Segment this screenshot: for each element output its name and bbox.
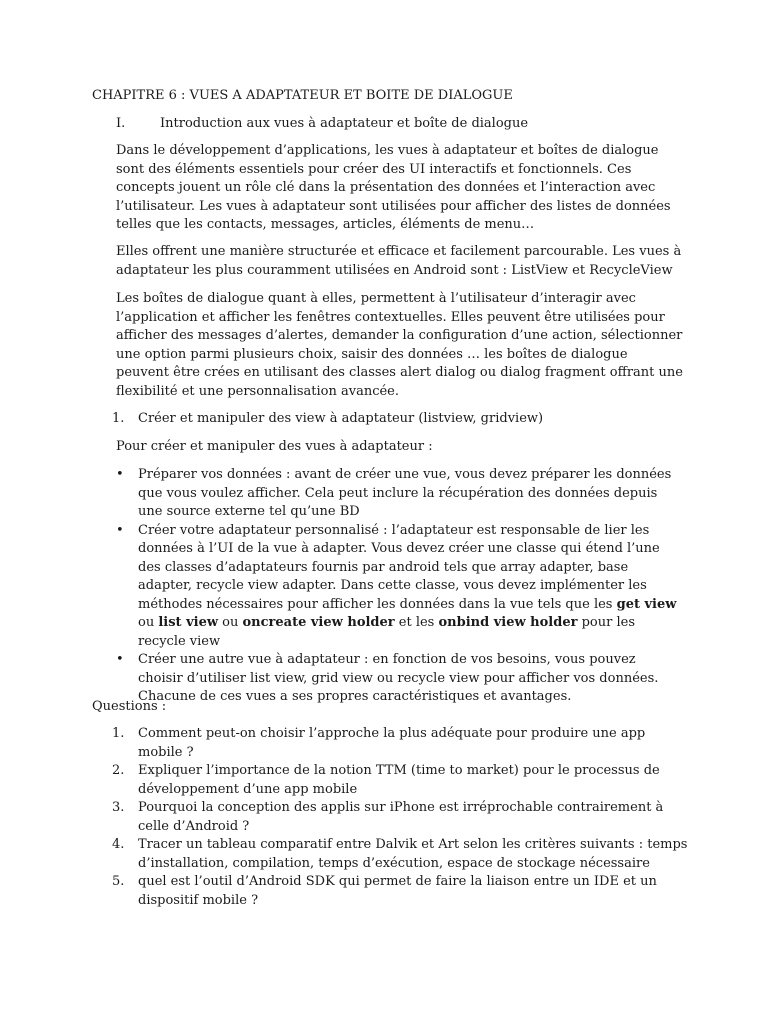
subsection-intro: Pour créer et manipuler des vues à adaptateur : bbox=[116, 439, 433, 454]
bullet-item-custom-adapter bbox=[116, 522, 684, 652]
question-number: 3. bbox=[112, 800, 125, 815]
question-item bbox=[92, 799, 692, 836]
question-number: 2. bbox=[112, 763, 125, 778]
bullet-icon: • bbox=[116, 467, 124, 482]
bullet-text-start: Créer votre adaptateur personnalisé : l’adaptateur est responsable de lier les données à l’UI de la vue à adapter. Vous devez créer une classe qui étend l’une des classes d’adaptateurs fournis par android tels que array adapter, base adapter, recycle view adapter. Dans cette classe, vous devez implémenter les méthodes nécessaires pour afficher les données dans la vue tels que les bbox=[138, 522, 660, 612]
subsection-list bbox=[92, 410, 692, 429]
subsection-item bbox=[92, 410, 692, 429]
intro-paragraph-3: Les boîtes de dialogue quant à elles, permettent à l’utilisateur d’interagir avec l’application et afficher les fenêtres contextuelles. Elles peuvent être utilisées pour afficher des messages d’alertes, demander la configuration d’une action, sélectionner une option parmi plusieurs choix, saisir des données … les boîtes de dialogue peuvent être crées en utilisant des classes alert dialog ou dialog fragment offrant une flexibilité et une personnalisation avancée. bbox=[116, 291, 683, 399]
subsection-title: Créer et manipuler des view à adaptateur (listview, gridview) bbox=[138, 411, 544, 426]
bold-term-list-view: list view bbox=[158, 615, 219, 630]
bold-term-onbind-view-holder: onbind view holder bbox=[438, 615, 578, 630]
question-number: 5. bbox=[112, 874, 125, 889]
bullet-text-connector: et les bbox=[394, 615, 439, 630]
bullet-list bbox=[116, 466, 684, 707]
bullet-item-other-view bbox=[116, 651, 684, 707]
chapter-title: CHAPITRE 6 : VUES A ADAPTATEUR ET BOITE DE DIALOGUE bbox=[92, 88, 513, 103]
bullet-text-connector: ou bbox=[218, 615, 243, 630]
bullet-text-connector: ou bbox=[138, 615, 159, 630]
question-text: Expliquer l’importance de la notion TTM (time to market) pour le processus de développement d’une app mobile bbox=[138, 763, 660, 797]
intro-paragraph-1: Dans le développement d’applications, les vues à adaptateur et boîtes de dialogue sont des éléments essentiels pour créer des UI interactifs et fonctionnels. Ces concepts jouent un rôle clé dans la présentation des données et l’interaction avec l’utilisateur. Les vues à adaptateur sont utilisées pour afficher des listes de données telles que les contacts, messages, articles, éléments de menu… bbox=[116, 143, 671, 232]
question-text: Pourquoi la conception des applis sur iPhone est irréprochable contrairement à celle d’Android ? bbox=[138, 800, 664, 834]
question-item bbox=[92, 873, 692, 910]
bullet-text: Créer une autre vue à adaptateur : en fonction de vos besoins, vous pouvez choisir d’utiliser list view, grid view ou recycle view pour afficher vos données. Chacune de ces vues a ses propres caractéristiques et avantages. bbox=[138, 652, 659, 704]
section-title: Introduction aux vues à adaptateur et boîte de dialogue bbox=[160, 116, 529, 131]
bullet-text-end: pour les recycle view bbox=[138, 615, 635, 649]
subsection-number: 1. bbox=[112, 411, 125, 426]
question-text: Tracer un tableau comparatif entre Dalvik et Art selon les critères suivants : temps d’installation, compilation, temps d’exécution, espace de stockage nécessaire bbox=[138, 837, 688, 871]
bullet-item-prepare-data bbox=[116, 466, 684, 522]
intro-paragraph-2: Elles offrent une manière structurée et efficace et facilement parcourable. Les vues à adaptateur les plus couramment utilisées en Android sont : ListView et RecycleView bbox=[116, 244, 682, 278]
question-text: Comment peut-on choisir l’approche la plus adéquate pour produire une app mobile ? bbox=[138, 726, 646, 760]
bullet-icon: • bbox=[116, 522, 124, 538]
questions-list bbox=[92, 725, 692, 910]
question-number: 1. bbox=[112, 726, 125, 741]
question-item bbox=[92, 725, 692, 762]
section-number: I. bbox=[116, 116, 126, 131]
questions-heading: Questions : bbox=[92, 699, 167, 714]
bold-term-oncreate-view-holder: oncreate view holder bbox=[242, 615, 395, 630]
question-number: 4. bbox=[112, 837, 125, 852]
bullet-text: Préparer vos données : avant de créer une vue, vous devez préparer les données que vous voulez afficher. Cela peut inclure la récupération des données depuis une source externe tel qu’une BD bbox=[138, 467, 672, 519]
question-item bbox=[92, 836, 692, 873]
question-text: quel est l’outil d’Android SDK qui permet de faire la liaison entre un IDE et un dispositif mobile ? bbox=[138, 874, 657, 908]
bullet-icon: • bbox=[116, 652, 124, 667]
bold-term-get-view: get view bbox=[616, 596, 677, 612]
question-item bbox=[92, 762, 692, 799]
